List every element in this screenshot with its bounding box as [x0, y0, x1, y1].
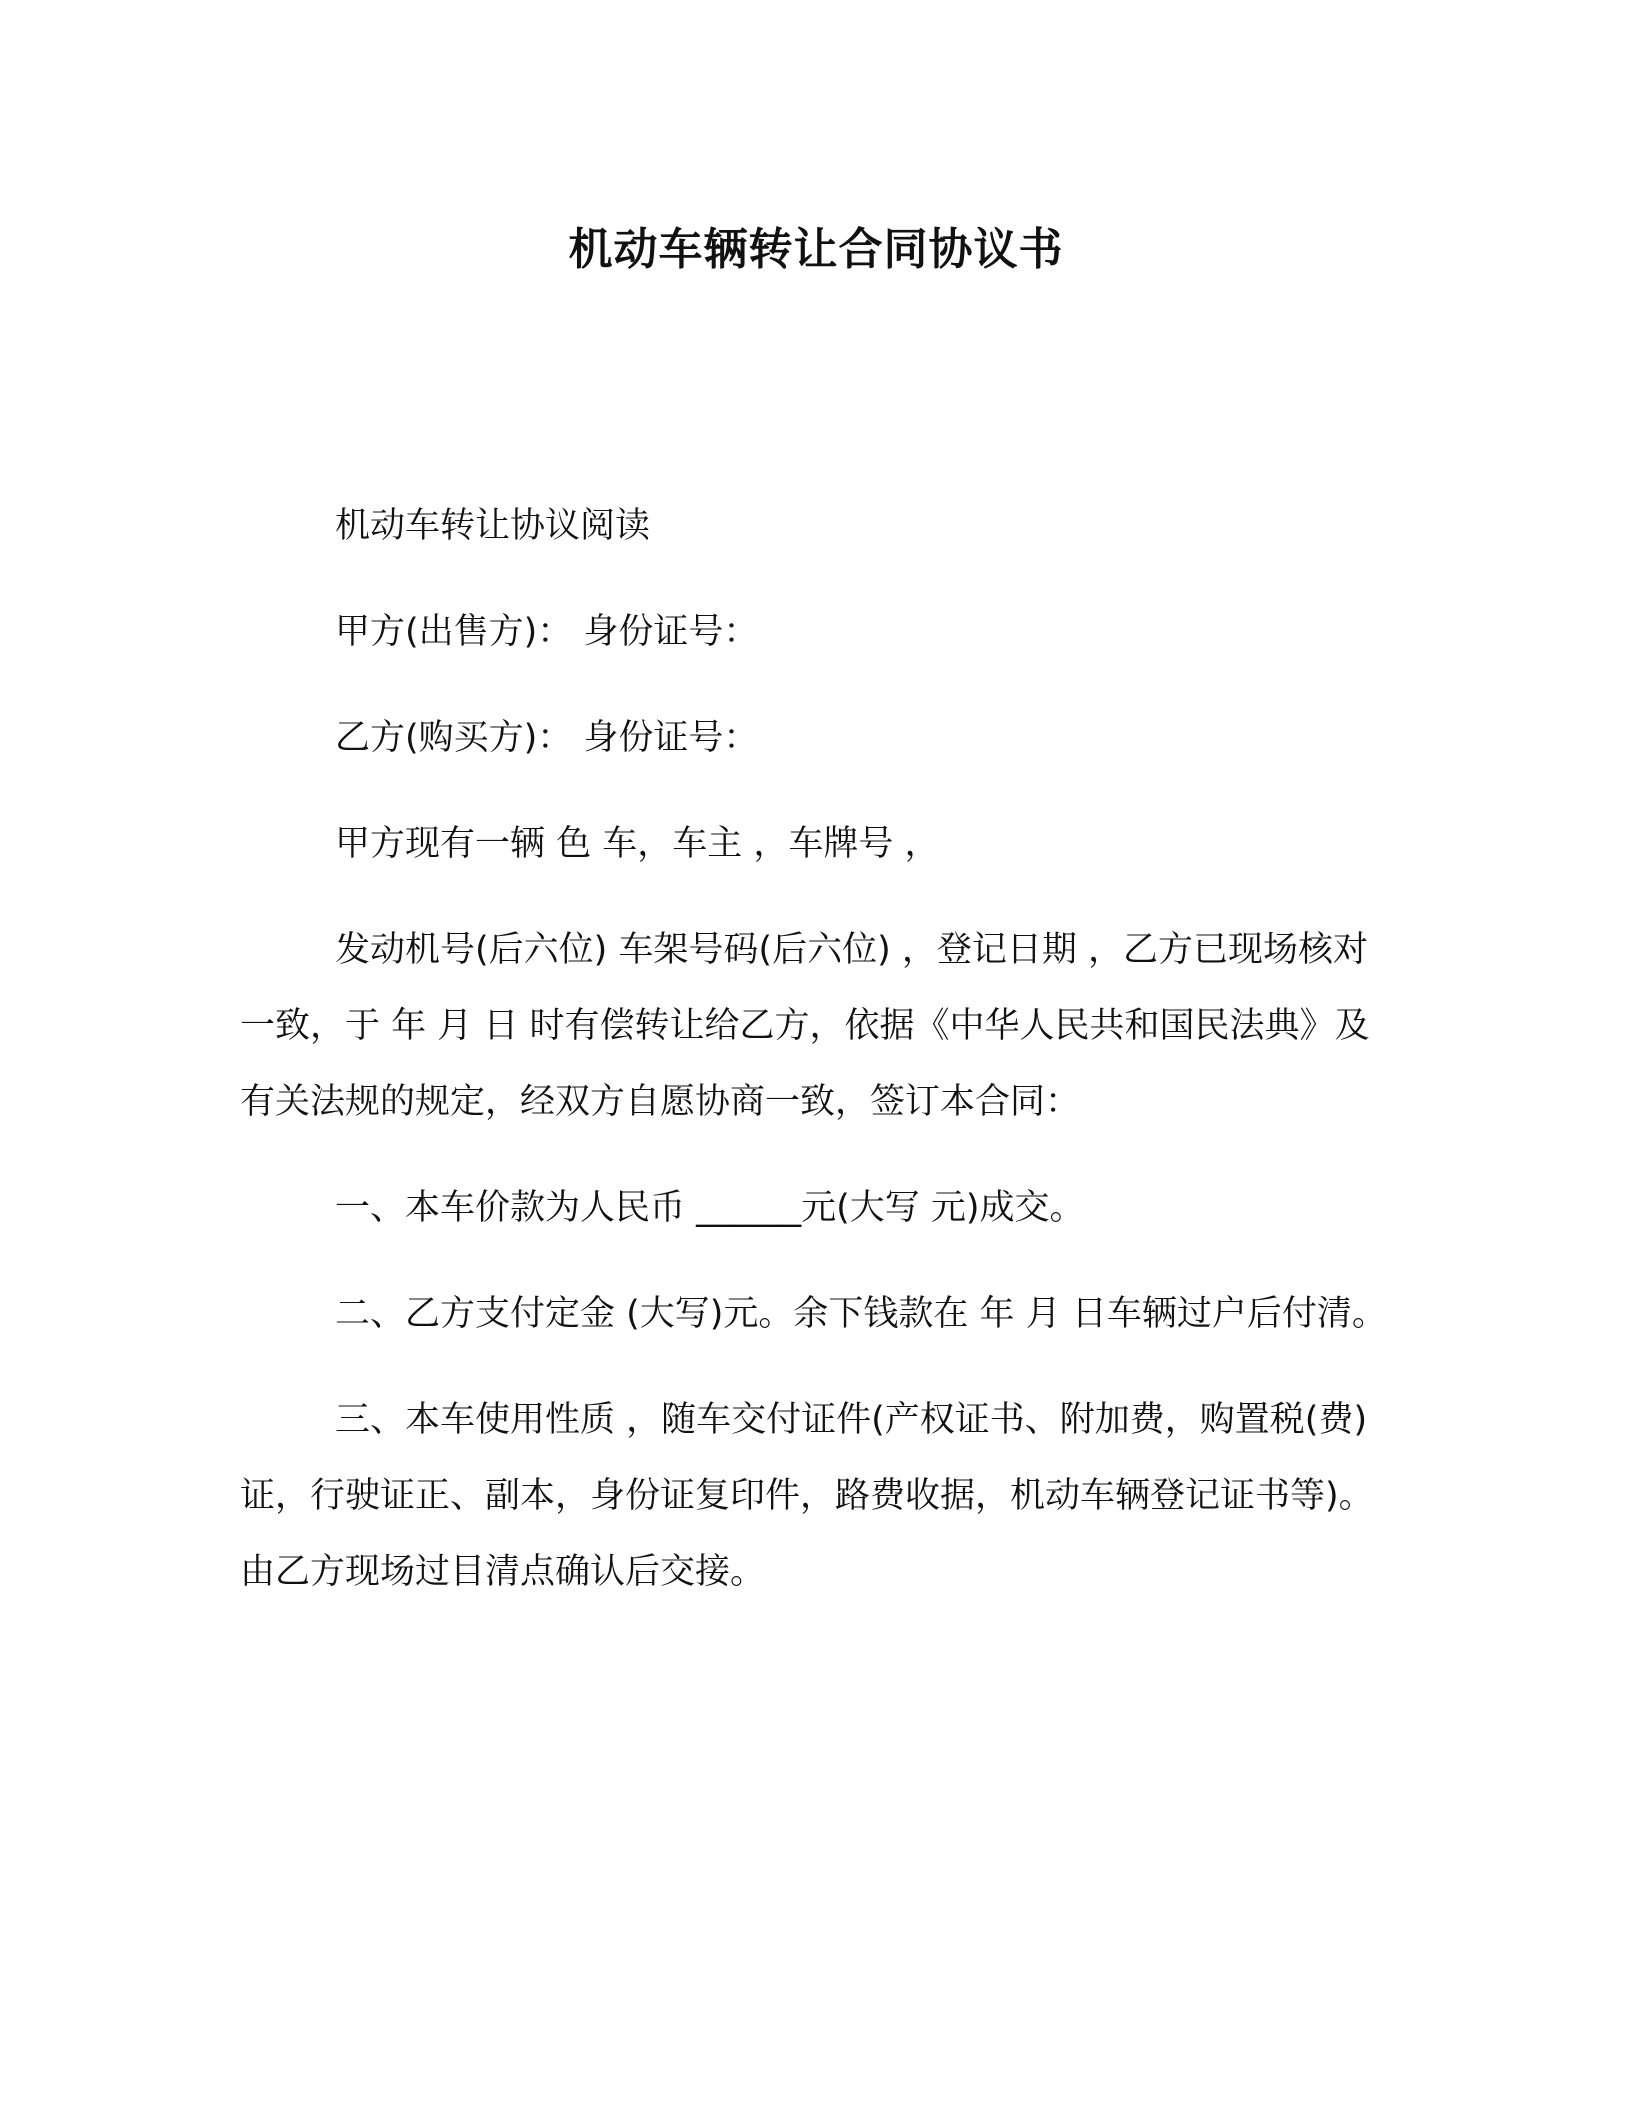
document-body — [240, 488, 1390, 1640]
paragraph-vehicle-info: 甲方现有一辆 色 车，车主 ，车牌号 ， — [335, 824, 940, 864]
paragraph-party-b: 乙方(购买方)： 身份证号： — [335, 718, 759, 758]
paragraph-clause-3: 三、本车使用性质 ，随车交付证件(产权证书、附加费，购置税(费)证，行驶证正、副本，身份证复印件，路费收据，机动车辆登记证书等)。由乙方现场过目清点确认后交接。 — [240, 1400, 1374, 1592]
paragraph-subtitle: 机动车转让协议阅读 — [335, 506, 651, 546]
document-title: 机动车辆转让合同协议书 — [568, 224, 1064, 275]
paragraph-party-a: 甲方(出售方)： 身份证号： — [335, 612, 759, 652]
paragraph-clause-2: 二、乙方支付定金 (大写)元。余下钱款在 年 月 日车辆过户后付清。 — [335, 1294, 1387, 1334]
paragraph-engine-frame: 发动机号(后六位) 车架号码(后六位) ，登记日期 ，乙方已现场核对一致，于 年 月 日 时有偿转让给乙方，依据《中华人民共和国民法典》及有关法规的规定，经双方自愿协商一致，签订本合同： — [240, 930, 1370, 1122]
paragraph-clause-1: 一、本车价款为人民币 ______元(大写 元)成交。 — [335, 1188, 1085, 1228]
